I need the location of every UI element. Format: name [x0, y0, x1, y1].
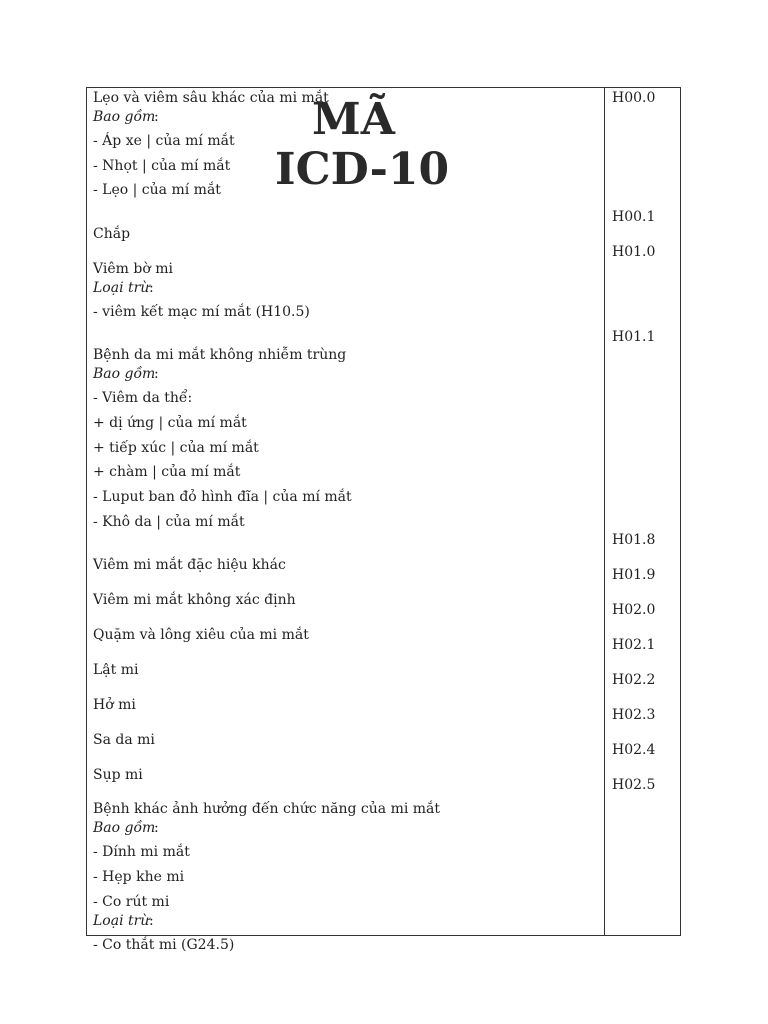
list-item: - Nhọt | của mí mắt: [93, 158, 231, 174]
entry-title: Bệnh khác ảnh hưởng đến chức năng của mi mắt: [93, 801, 441, 817]
colon: :: [149, 280, 154, 296]
entry-title: Bệnh da mi mắt không nhiễm trùng: [93, 347, 347, 363]
list-item: - Lẹo | của mí mắt: [93, 182, 221, 198]
colon: :: [154, 109, 159, 125]
entry-title: Lẹo và viêm sâu khác của mi mắt: [93, 90, 329, 106]
entry-title: Chắp: [93, 226, 131, 242]
entry-title: Viêm mi mắt đặc hiệu khác: [93, 557, 286, 573]
list-item: - Viêm da thể:: [93, 390, 193, 406]
icd-code: H01.1: [612, 329, 656, 345]
list-item: - Áp xe | của mí mắt: [93, 133, 235, 149]
list-item: - Co rút mi: [93, 894, 170, 910]
icd-code: H00.0: [612, 90, 656, 106]
icd-code: H01.9: [612, 567, 656, 583]
entry-title: Sa da mi: [93, 732, 155, 748]
icd-code: H02.3: [612, 707, 656, 723]
list-item: - viêm kết mạc mí mắt (H10.5): [93, 304, 310, 320]
entry-title: Hở mi: [93, 697, 136, 713]
entry-title: Sụp mi: [93, 767, 143, 783]
icd-code: H01.8: [612, 532, 656, 548]
entry-title: Viêm bờ mi: [93, 261, 173, 277]
list-item: - Luput ban đỏ hình đĩa | của mí mắt: [93, 489, 352, 505]
entry-title: Viêm mi mắt không xác định: [93, 592, 296, 608]
entry-title: Quặm và lông xiêu của mi mắt: [93, 627, 309, 643]
title-line-2: ICD-10: [275, 144, 450, 195]
icd-code: H02.2: [612, 672, 656, 688]
include-label: Bao gồm: [93, 366, 156, 382]
icd-code: H02.0: [612, 602, 656, 618]
column-divider: [604, 87, 605, 936]
exclude-label: Loại trừ: [93, 913, 150, 929]
colon: :: [149, 913, 154, 929]
exclude-label: Loại trừ: [93, 280, 150, 296]
list-item: + chàm | của mí mắt: [93, 464, 241, 480]
icd-code: H00.1: [612, 209, 656, 225]
list-item: - Khô da | của mí mắt: [93, 514, 245, 530]
list-item: - Dính mi mắt: [93, 844, 190, 860]
include-label: Bao gồm: [93, 109, 156, 125]
colon: :: [154, 820, 159, 836]
title-line-1: MÃ: [312, 94, 395, 145]
list-item: - Hẹp khe mi: [93, 869, 185, 885]
list-item: - Co thắt mi (G24.5): [93, 937, 235, 953]
colon: :: [154, 366, 159, 382]
list-item: + tiếp xúc | của mí mắt: [93, 440, 259, 456]
icd-code: H02.4: [612, 742, 656, 758]
include-label: Bao gồm: [93, 820, 156, 836]
entry-title: Lật mi: [93, 662, 139, 678]
list-item: + dị ứng | của mí mắt: [93, 415, 247, 431]
icd-code: H02.5: [612, 777, 656, 793]
icd-code: H01.0: [612, 244, 656, 260]
icd-code: H02.1: [612, 637, 656, 653]
